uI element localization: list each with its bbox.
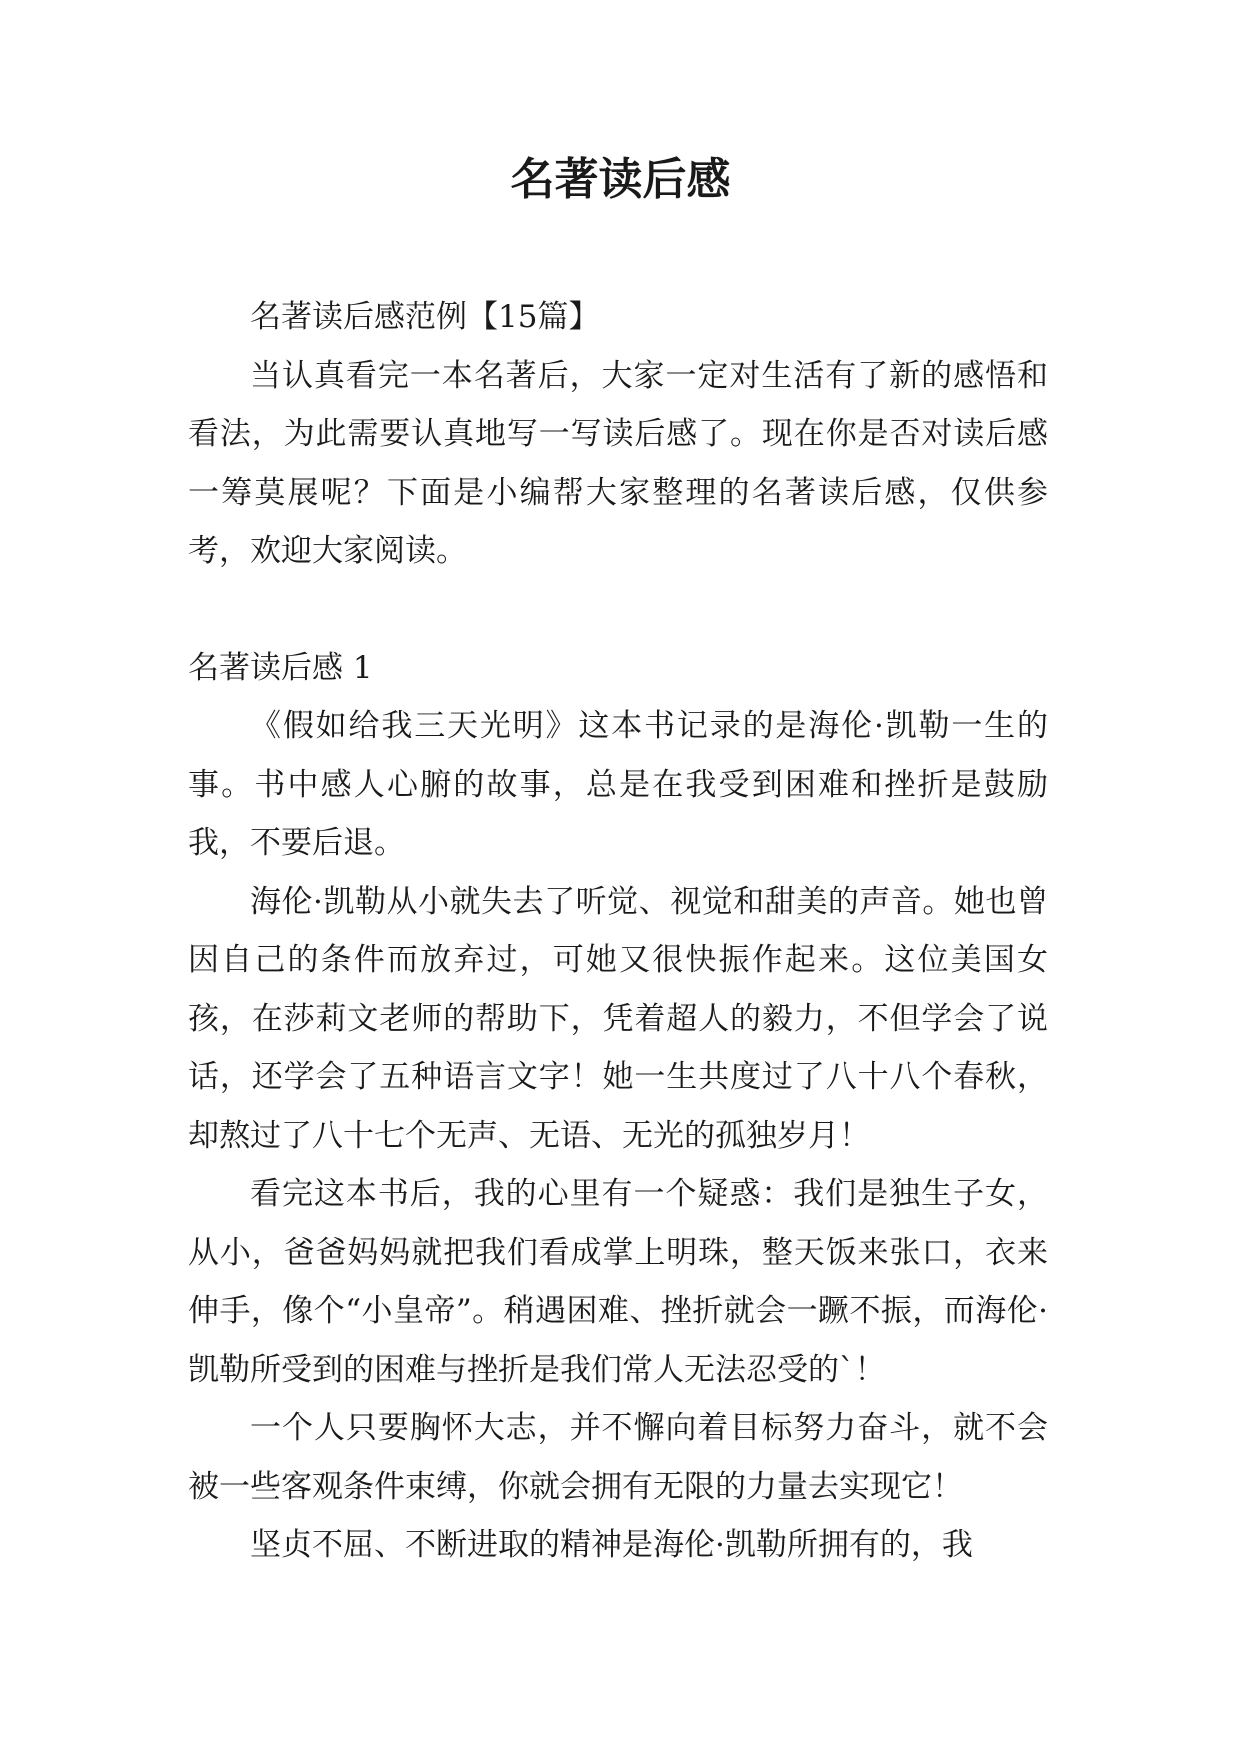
- intro-paragraph: 当认真看完一本名著后，大家一定对生活有了新的感悟和看法，为此需要认真地写一写读后感了。现在你是否对读后感一筹莫展呢？下面是小编帮大家整理的名著读后感，仅供参考，欢迎大家阅读。: [188, 357, 1048, 569]
- section-heading: 名著读后感 1: [188, 649, 373, 686]
- document-title: 名著读后感: [510, 154, 731, 205]
- body-paragraph: 看完这本书后，我的心里有一个疑惑：我们是独生子女，从小，爸爸妈妈就把我们看成掌上明珠，整天饭来张口，衣来伸手，像个“小皇帝”。稍遇困难、挫折就会一蹶不振，而海伦·凯勒所受到的困难与挫折是我们常人无法忍受的`！: [188, 1176, 1048, 1388]
- body-paragraph: 《假如给我三天光明》这本书记录的是海伦·凯勒一生的事。书中感人心腑的故事，总是在我受到困难和挫折是鼓励我，不要后退。: [188, 708, 1048, 861]
- document-body: [188, 288, 1048, 1575]
- document-subtitle: 名著读后感范例【15篇】: [250, 299, 600, 335]
- body-paragraph: 一个人只要胸怀大志，并不懈向着目标努力奋斗，就不会被一些客观条件束缚，你就会拥有无限的力量去实现它！: [188, 1410, 1048, 1505]
- body-paragraph: 海伦·凯勒从小就失去了听觉、视觉和甜美的声音。她也曾因自己的条件而放弃过，可她又很快振作起来。这位美国女孩，在莎莉文老师的帮助下，凭着超人的毅力，不但学会了说话，还学会了五种语言文字！她一生共度过了八十八个春秋，却熬过了八十七个无声、无语、无光的孤独岁月！: [188, 883, 1048, 1154]
- body-paragraph: 坚贞不屈、不断进取的精神是海伦·凯勒所拥有的，我: [250, 1527, 973, 1563]
